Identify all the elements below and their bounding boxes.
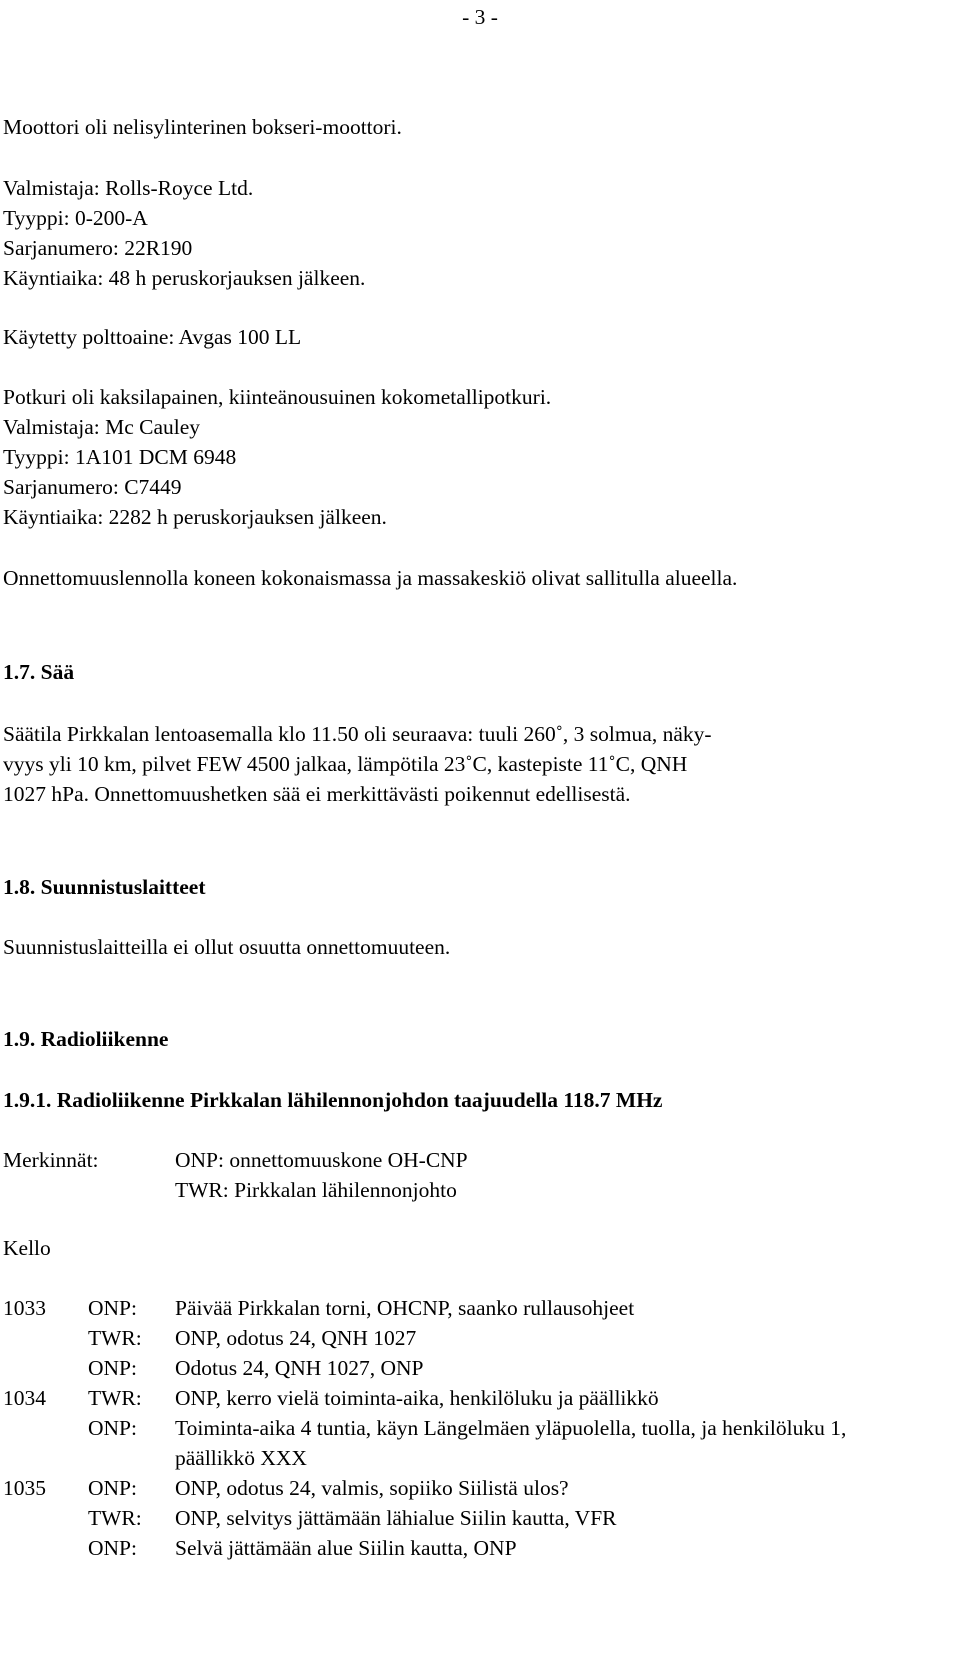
- transcript-speaker: TWR:: [88, 1326, 142, 1350]
- transcript-row: [3, 1413, 923, 1473]
- propeller-runtime: Käyntiaika: 2282 h peruskorjauksen jälkeen.: [3, 505, 387, 529]
- transcript-message: ONP, odotus 24, QNH 1027: [175, 1326, 417, 1350]
- transcript-time: 1035: [3, 1476, 46, 1500]
- transcript-message: Selvä jättämään alue Siilin kautta, ONP: [175, 1536, 517, 1560]
- engine-intro-text: Moottori oli nelisylinterinen bokseri-moottori.: [3, 115, 402, 139]
- transcript-row: [3, 1383, 923, 1413]
- transcript-time: 1033: [3, 1296, 46, 1320]
- engine-runtime: Käyntiaika: 48 h peruskorjauksen jälkeen.: [3, 266, 366, 290]
- weather-line-3: 1027 hPa. Onnettomuushetken sää ei merkittävästi poikennut edellisestä.: [3, 782, 631, 806]
- transcript-speaker: ONP:: [88, 1296, 137, 1320]
- radio-transcript: [3, 1293, 923, 1563]
- transcript-row: [3, 1353, 923, 1383]
- propeller-type: Tyyppi: 1A101 DCM 6948: [3, 445, 237, 469]
- transcript-row: [3, 1503, 923, 1533]
- transcript-speaker: TWR:: [88, 1506, 142, 1530]
- propeller-manufacturer: Valmistaja: Mc Cauley: [3, 415, 201, 439]
- legend-label: Merkinnät:: [3, 1148, 99, 1172]
- transcript-row: [3, 1323, 923, 1353]
- weather-heading: 1.7. Sää: [3, 660, 75, 684]
- mass-info: [3, 563, 933, 593]
- transcript-message: Toiminta-aika 4 tuntia, käyn Längelmäen yläpuolella, tuolla, ja henkilöluku 1, päällikkö XXX: [175, 1416, 847, 1470]
- navaids-heading: 1.8. Suunnistuslaitteet: [3, 875, 206, 899]
- transcript-message: Päivää Pirkkalan torni, OHCNP, saanko rullausohjeet: [175, 1296, 635, 1320]
- engine-type: Tyyppi: 0-200-A: [3, 206, 148, 230]
- engine-serial: Sarjanumero: 22R190: [3, 236, 193, 260]
- radio-heading: 1.9. Radioliikenne: [3, 1027, 169, 1051]
- weather-line-1: Säätila Pirkkalan lentoasemalla klo 11.50 oli seuraava: tuuli 260˚, 3 solmua, näky-: [3, 722, 712, 746]
- legend-item-onp: ONP: onnettomuuskone OH-CNP: [175, 1148, 468, 1172]
- transcript-speaker: ONP:: [88, 1356, 137, 1380]
- engine-details: [3, 173, 933, 293]
- transcript-speaker: ONP:: [88, 1536, 137, 1560]
- radio-subheading: 1.9.1. Radioliikenne Pirkkalan lähilennonjohdon taajuudella 118.7 MHz: [3, 1088, 663, 1112]
- fuel-info: [3, 322, 933, 352]
- time-label-text: Kello: [3, 1236, 51, 1260]
- page-number: - 3 -: [462, 5, 498, 29]
- fuel-text: Käytetty polttoaine: Avgas 100 LL: [3, 325, 302, 349]
- engine-intro: [3, 112, 933, 142]
- transcript-time: 1034: [3, 1386, 46, 1410]
- propeller-intro: Potkuri oli kaksilapainen, kiinteänousuinen kokometallipotkuri.: [3, 385, 552, 409]
- transcript-speaker: ONP:: [88, 1416, 137, 1440]
- transcript-row: [3, 1473, 923, 1503]
- weather-paragraph: [3, 719, 927, 809]
- mass-text: Onnettomuuslennolla koneen kokonaismassa ja massakeskiö olivat sallitulla alueella.: [3, 566, 738, 590]
- transcript-row: [3, 1533, 923, 1563]
- transcript-message: ONP, odotus 24, valmis, sopiiko Siilistä ulos?: [175, 1476, 569, 1500]
- time-column-label: [3, 1233, 933, 1263]
- transcript-message: Odotus 24, QNH 1027, ONP: [175, 1356, 424, 1380]
- transcript-message: ONP, kerro vielä toiminta-aika, henkilöluku ja päällikkö: [175, 1386, 659, 1410]
- weather-line-2: vyys yli 10 km, pilvet FEW 4500 jalkaa, lämpötila 23˚C, kastepiste 11˚C, QNH: [3, 752, 688, 776]
- transcript-row: [3, 1293, 923, 1323]
- legend: [3, 1145, 923, 1205]
- transcript-speaker: ONP:: [88, 1476, 137, 1500]
- navaids-paragraph: [3, 932, 933, 962]
- propeller-details: [3, 382, 933, 532]
- transcript-message: ONP, selvitys jättämään lähialue Siilin kautta, VFR: [175, 1506, 617, 1530]
- transcript-speaker: TWR:: [88, 1386, 142, 1410]
- engine-manufacturer: Valmistaja: Rolls-Royce Ltd.: [3, 176, 254, 200]
- propeller-serial: Sarjanumero: C7449: [3, 475, 182, 499]
- navaids-text: Suunnistuslaitteilla ei ollut osuutta onnettomuuteen.: [3, 935, 451, 959]
- legend-item-twr: TWR: Pirkkalan lähilennonjohto: [175, 1178, 457, 1202]
